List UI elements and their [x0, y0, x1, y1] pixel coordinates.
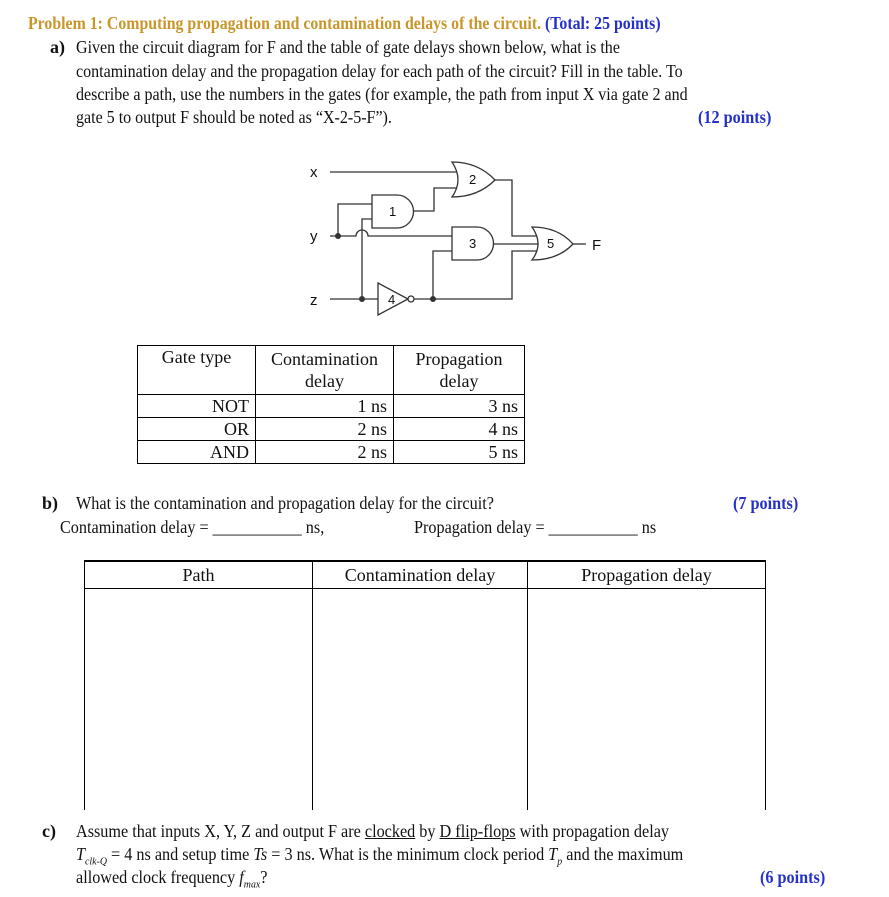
- gate-4-label: 4: [388, 292, 396, 307]
- header-contamination: Contamination delay: [256, 346, 394, 395]
- propagation-cell[interactable]: [528, 589, 766, 811]
- text: and the maximum: [562, 844, 684, 864]
- part-b-question: What is the contamination and propagation delay for the circuit?: [76, 493, 494, 513]
- text-d-flip-flops: D flip-flops: [439, 821, 516, 841]
- header-propagation-delay: Propagation delay: [528, 561, 766, 589]
- header-gate-type: Gate type: [138, 346, 256, 395]
- cell: 4 ns: [394, 418, 525, 441]
- table-row: [138, 418, 525, 441]
- cell: NOT: [138, 395, 256, 418]
- t-clk-q-sub: clk-Q: [85, 855, 108, 868]
- text: Assume that inputs X, Y, Z and output F are: [76, 821, 365, 841]
- propagation-delay-answer[interactable]: Propagation delay = ___________ ns: [414, 517, 657, 537]
- contamination-cell[interactable]: [313, 589, 528, 811]
- part-b-label: b): [42, 493, 59, 513]
- text: by: [415, 821, 440, 841]
- part-a-line-2: contamination delay and the propagation delay for each path of the circuit? Fill in the table. To: [76, 61, 683, 81]
- part-a-line-4: gate 5 to output F should be noted as “X-2-5-F”).: [76, 107, 392, 127]
- part-c-points: (6 points): [760, 867, 826, 887]
- gate-delay-table: [137, 345, 525, 464]
- header-propagation: Propagation delay: [394, 346, 525, 395]
- input-x-label: x: [310, 164, 318, 181]
- cell: AND: [138, 441, 256, 464]
- path-cell[interactable]: [85, 589, 313, 811]
- fmax: f: [239, 867, 244, 887]
- part-c-line-1: [76, 820, 669, 842]
- part-a-points: (12 points): [698, 107, 772, 127]
- table-row: [138, 395, 525, 418]
- cell: OR: [138, 418, 256, 441]
- cell: 3 ns: [394, 395, 525, 418]
- part-a-line-1: Given the circuit diagram for F and the table of gate delays shown below, what is the: [76, 37, 620, 57]
- input-y-label: y: [310, 228, 318, 245]
- gate-5-label: 5: [547, 236, 555, 251]
- cell: 5 ns: [394, 441, 525, 464]
- table-header-row: [85, 561, 766, 589]
- header-contamination-delay: Contamination delay: [313, 561, 528, 589]
- table-header-row: [138, 346, 525, 395]
- part-a-label: a): [50, 37, 65, 57]
- text: = 4 ns and setup time: [107, 844, 254, 864]
- input-z-label: z: [310, 292, 318, 309]
- t-clk-q: T: [76, 844, 86, 864]
- text: ?: [260, 867, 268, 887]
- not-bubble: [408, 296, 414, 302]
- gate-2-label: 2: [469, 172, 477, 187]
- gate-3-label: 3: [469, 236, 477, 251]
- part-c-label: c): [42, 821, 56, 841]
- part-c-line-3: [76, 866, 267, 896]
- problem-title: Problem 1: Computing propagation and contamination delays of the circuit.: [28, 13, 542, 33]
- cell: 2 ns: [256, 418, 394, 441]
- cell: 1 ns: [256, 395, 394, 418]
- text-clocked: clocked: [364, 821, 416, 841]
- total-points: (Total: 25 points): [545, 13, 661, 33]
- table-row: [138, 441, 525, 464]
- tp-sub: p: [557, 855, 563, 868]
- tp: T: [548, 844, 558, 864]
- output-f-label: F: [592, 237, 602, 254]
- text: allowed clock frequency: [76, 867, 240, 887]
- gate-1-label: 1: [389, 204, 397, 219]
- text: with propagation delay: [515, 821, 670, 841]
- circuit-diagram: [0, 0, 889, 340]
- part-b-points: (7 points): [733, 493, 799, 513]
- header-path: Path: [85, 561, 313, 589]
- cell: 2 ns: [256, 441, 394, 464]
- fmax-sub: max: [243, 878, 261, 891]
- contamination-delay-answer[interactable]: Contamination delay = ___________ ns,: [60, 517, 325, 537]
- ts: Ts: [253, 844, 268, 864]
- text: = 3 ns. What is the minimum clock period: [267, 844, 549, 864]
- part-a-line-3: describe a path, use the numbers in the gates (for example, the path from input X via gate 2 and: [76, 84, 688, 104]
- table-row: [85, 589, 766, 811]
- path-table: [84, 560, 766, 810]
